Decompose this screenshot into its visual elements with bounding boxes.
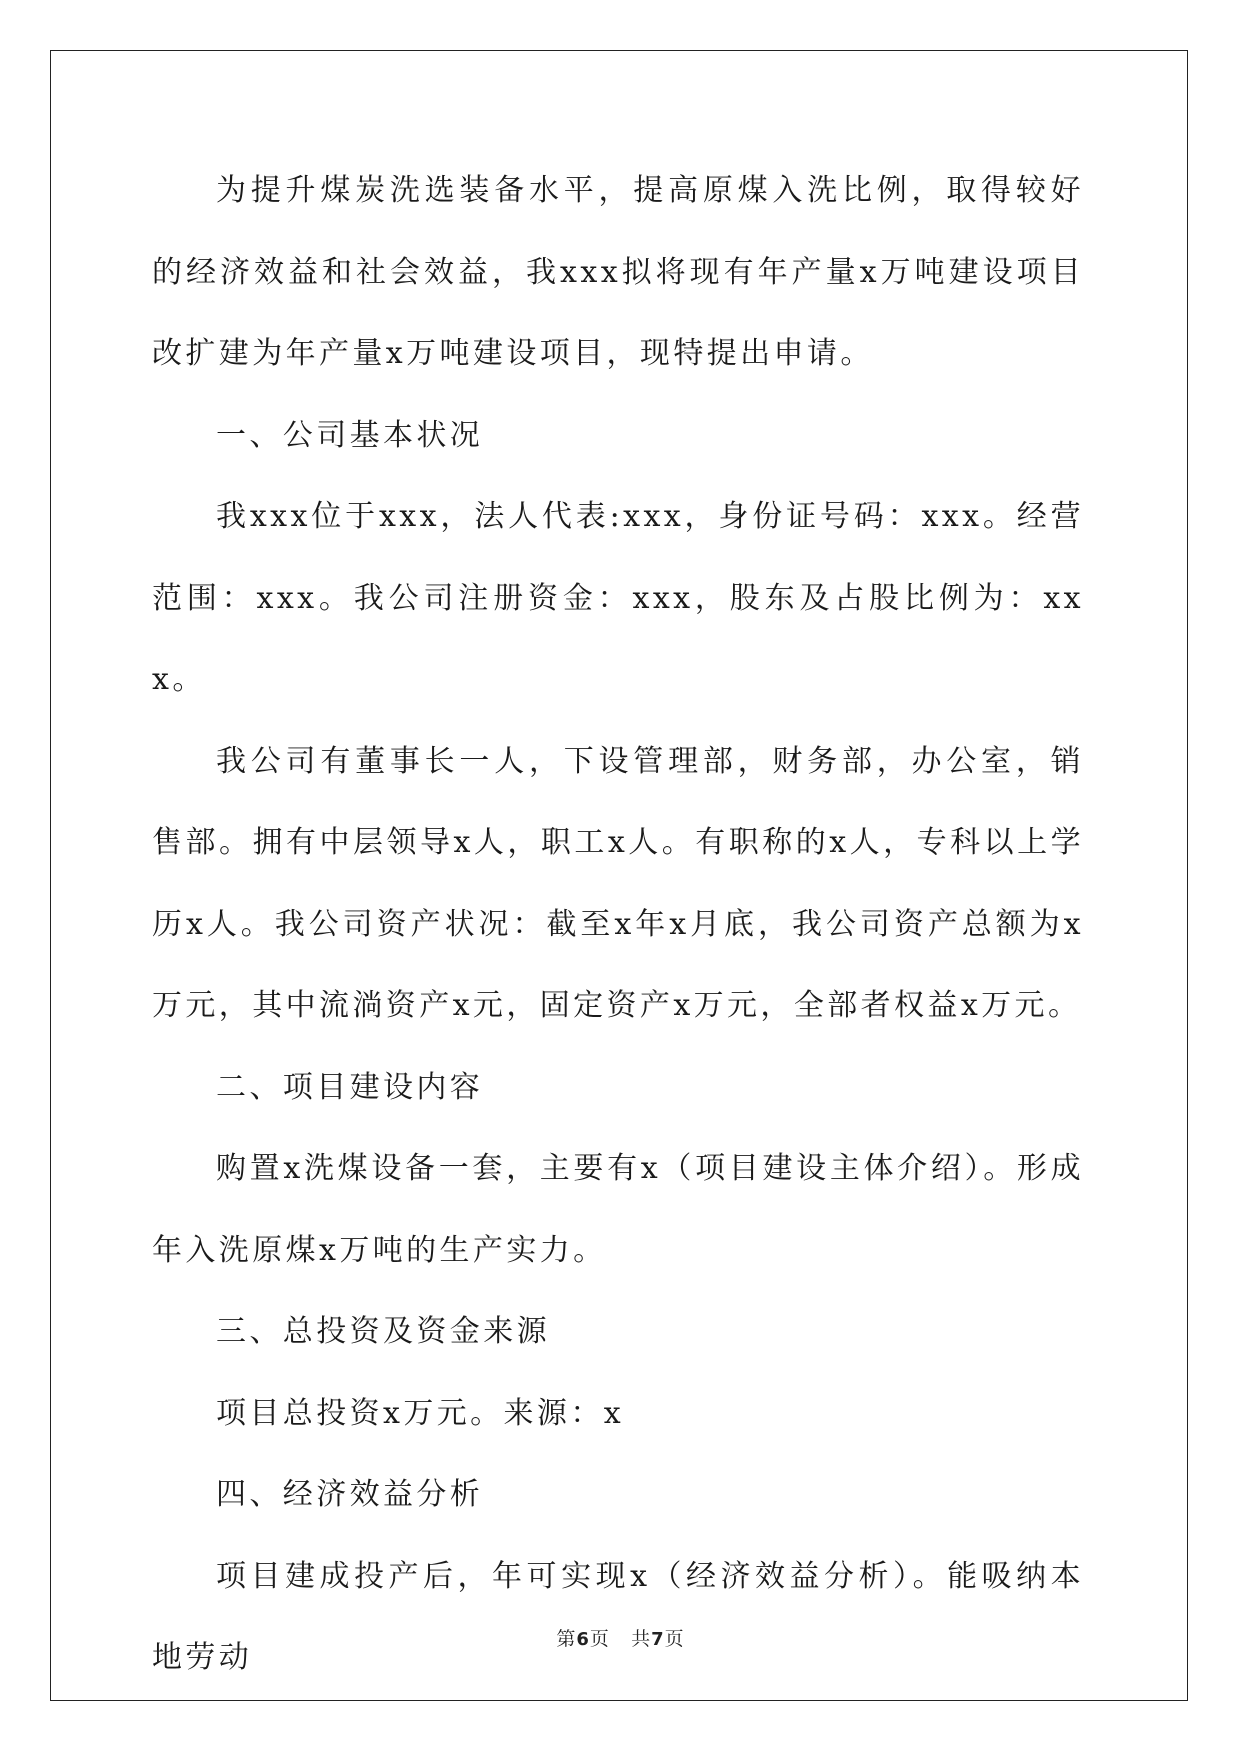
- company-info-paragraph: 我xxx位于xxx，法人代表:xxx，身份证号码：xxx。经营范围：xxx。我公司注册资金：xxx，股东及占股比例为：xxx。: [152, 499, 1084, 697]
- investment-paragraph: 项目总投资x万元。来源：x: [216, 1395, 625, 1431]
- economic-analysis-paragraph: 项目建成投产后，年可实现x（经济效益分析）。能吸纳本地劳动: [152, 1558, 1084, 1675]
- footer-total-suffix: 页: [664, 1628, 685, 1650]
- footer-total-pages: 7: [651, 1629, 665, 1650]
- company-structure-paragraph: 我公司有董事长一人，下设管理部，财务部，办公室，销售部。拥有中层领导x人，职工x人。有职称的x人，专科以上学历x人。我公司资产状况：截至x年x月底，我公司资产总额为x万元，其中流淌资产x元，固定资产x万元，全部者权益x万元。: [152, 743, 1084, 1023]
- footer-total-prefix: 共: [631, 1628, 652, 1650]
- section-heading-economics: 四、经济效益分析: [216, 1477, 484, 1512]
- page-footer: [0, 1624, 1241, 1651]
- intro-paragraph: 为提升煤炭洗选装备水平，提高原煤入洗比例，取得较好的经济效益和社会效益，我xxx拟将现有年产量x万吨建设项目改扩建为年产量x万吨建设项目，现特提出申请。: [152, 173, 1084, 371]
- document-body: [152, 150, 1084, 1699]
- project-content-paragraph: 购置x洗煤设备一套，主要有x（项目建设主体介绍）。形成年入洗原煤x万吨的生产实力。: [152, 1151, 1084, 1268]
- section-heading-company: 一、公司基本状况: [216, 417, 484, 453]
- footer-page-number: 6: [576, 1629, 590, 1650]
- section-heading-investment: 三、总投资及资金来源: [216, 1314, 550, 1349]
- section-heading-project: 二、项目建设内容: [216, 1069, 484, 1105]
- footer-page-prefix: 第: [556, 1628, 577, 1650]
- footer-page-suffix: 页: [589, 1628, 610, 1650]
